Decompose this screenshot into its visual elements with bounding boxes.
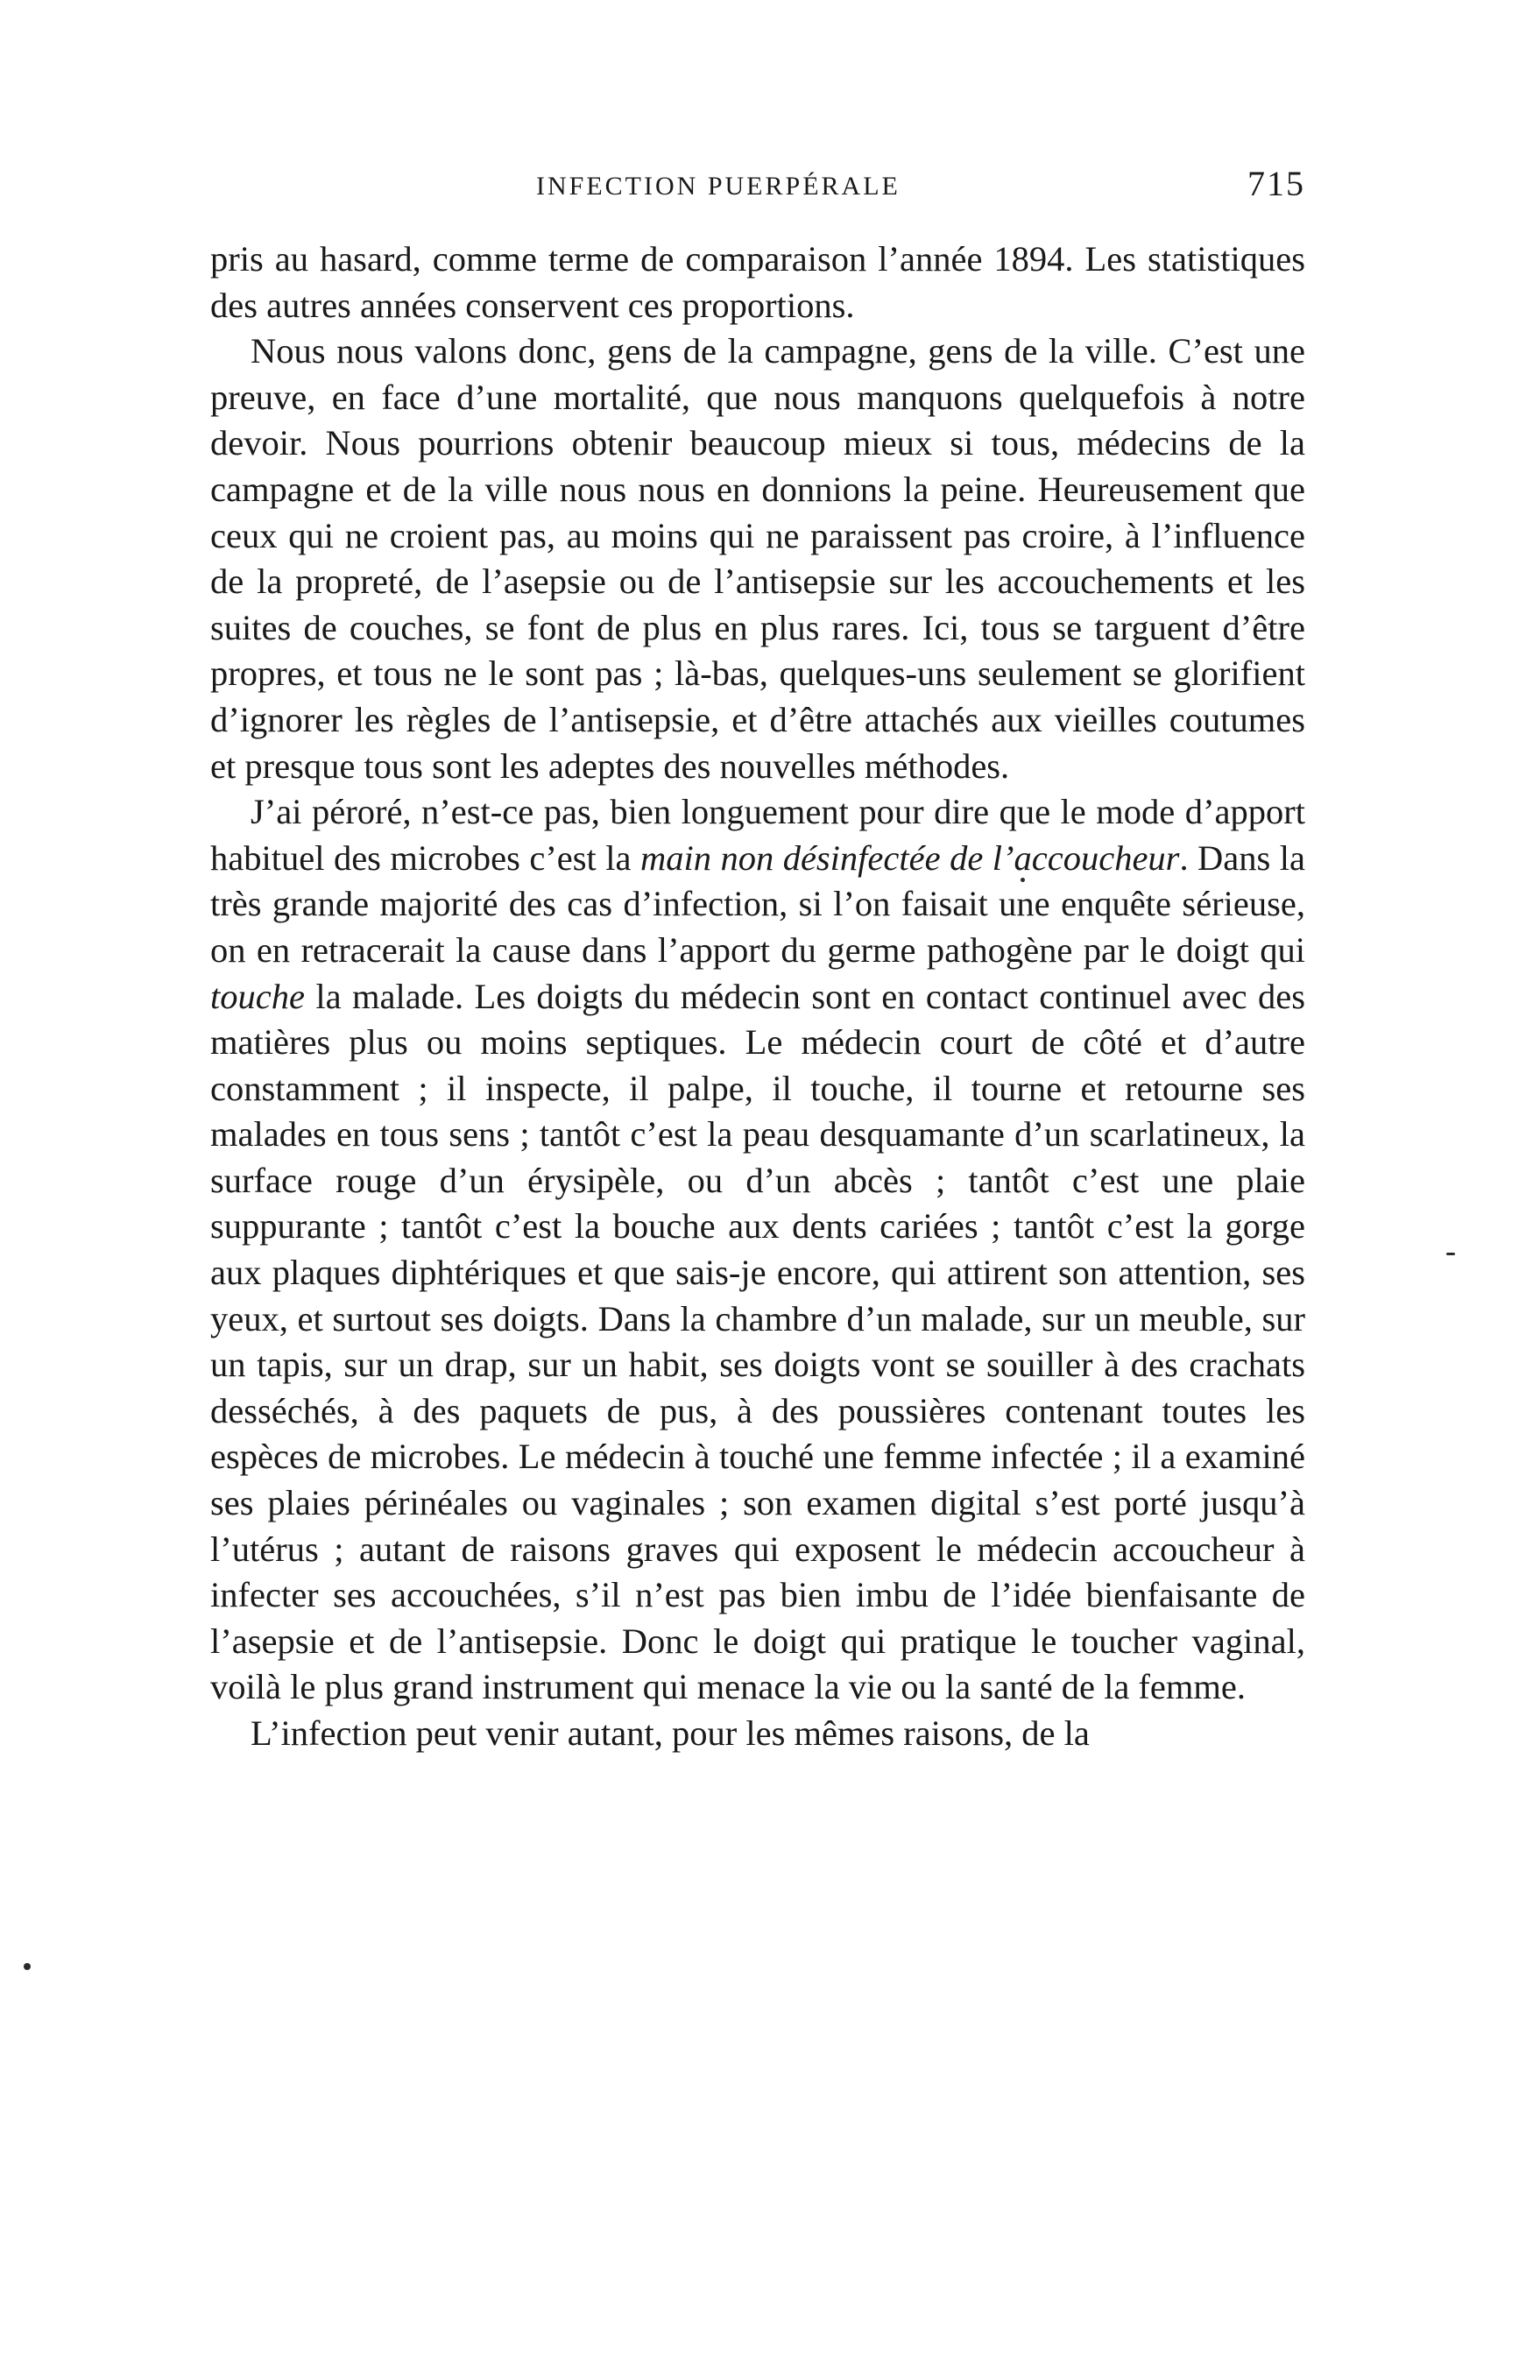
text-segment: Nous nous valons donc, gens de la campagne, gens de la ville. C’est une preuve, en face d’une mortalité, que nous manquons quelquefois à notre devoir. Nous pourrions obtenir beaucoup mieux si tous, médecins de la campagne et de la ville nous nous en donnions la peine. Heureusement que ceux qui ne croient pas, au moins qui ne paraissent pas croire, à l’influence de la propreté, de l’asepsie ou de l’antisepsie sur les accouchements et les suites de couches, se font de plus en plus rares. Ici, tous se targuent d’être propres, et tous ne le sont pas ; là-bas, quelques-uns seulement se glorifient d’ignorer les règles de l’antisepsie, et d’être attachés aux vieilles coutumes et presque tous sont les adeptes des nouvelles méthodes. [210,331,1305,786]
paragraph-1 [210,237,1305,328]
page-number: 715 [1247,164,1305,203]
italic-phrase: main non désinfectée de l’accoucheur [639,837,1180,878]
body-text [210,237,1305,1757]
text-segment: L’infection peut venir autant, pour les mêmes raisons, de la [251,1713,1090,1753]
text-segment: . Dans la très grande majorité des cas d’infection, si l’on faisait une enquête sérieuse, on en retracerait la cause dans l’apport du germe pathogène par le doigt qui [210,837,1305,970]
ink-speck [24,1963,31,1970]
paragraph-4 [210,1711,1305,1757]
running-head [210,163,1305,207]
italic-word: touche [210,976,305,1016]
ink-speck [1446,1253,1455,1255]
text-segment: J’ai péroré, n’est-ce pas, bien longuement pour dire que le mode d’apport habituel des microbes c’est la [210,792,1305,878]
text-segment: la malade. Les doigts du médecin sont en contact continuel avec des matières plus ou moins septiques. Le médecin court de côté et d’autre constamment ; il inspecte, il palpe, il touche, il tourne et retourne ses malades en tous sens ; tantôt c’est la peau desquamante d’un scarlatineux, la surface rouge d’un érysipèle, ou d’un abcès ; tantôt c’est une plaie suppurante ; tantôt c’est la bouche aux dents cariées ; tantôt c’est la gorge aux plaques diphtériques et que sais-je encore, qui attirent son attention, ses yeux, et surtout ses doigts. Dans la chambre d’un malade, sur un meuble, sur un tapis, sur un drap, sur un habit, ses doigts vont se souiller à des crachats desséchés, à des paquets de pus, à des poussières contenant toutes les espèces de microbes. Le médecin à touché une femme infectée ; il a examiné ses plaies périnéales ou vaginales ; son examen digital s’est porté jusqu’à l’utérus ; autant de raisons graves qui exposent le médecin accoucheur à infecter ses accouchées, s’il n’est pas bien imbu de l’idée bienfaisante de l’asepsie et de l’antisepsie. Donc le doigt qui pratique le toucher vaginal, voilà le plus grand instrument qui menace la vie ou la santé de la femme. [210,976,1305,1707]
ink-speck [1021,878,1025,882]
running-title: INFECTION PUERPÉRALE [536,172,901,201]
paragraph-2 [210,328,1305,789]
paragraph-3 [210,789,1305,1711]
text-segment: pris au hasard, comme terme de comparaison l’année 1894. Les statistiques des autres années conservent ces proportions. [210,239,1305,325]
